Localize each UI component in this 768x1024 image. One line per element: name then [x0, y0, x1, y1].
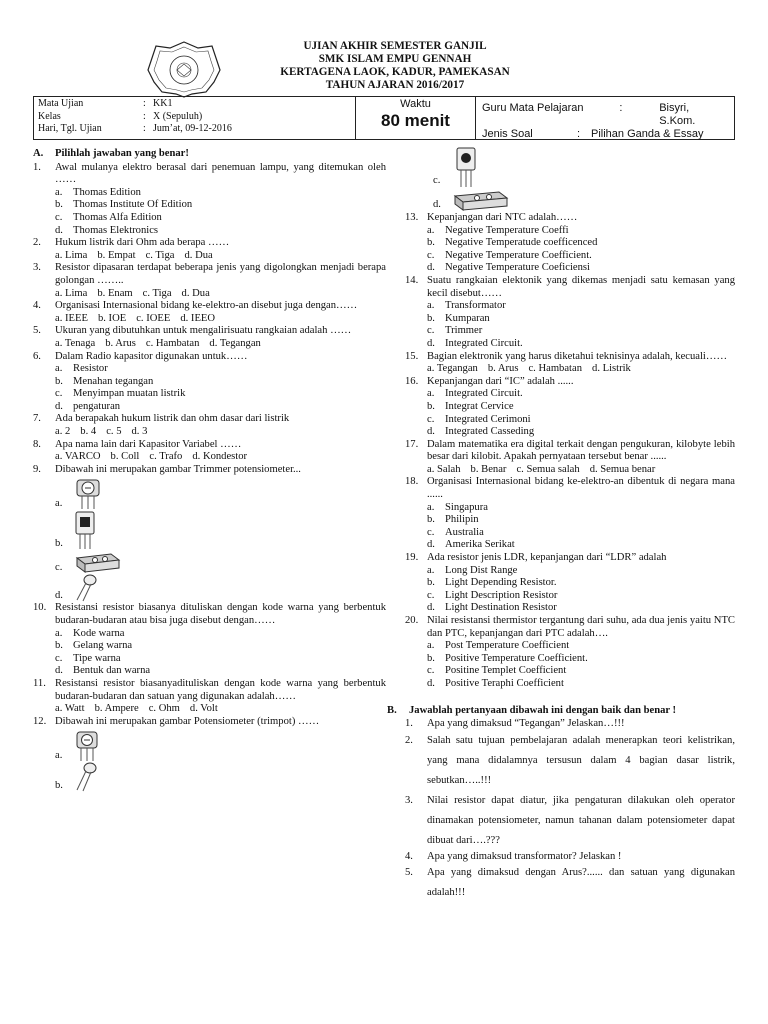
option: b. Kumparan	[427, 312, 490, 324]
trimpot-image	[73, 728, 103, 762]
question-13: 13. Kepanjangan dari NTC adalah……	[405, 212, 578, 223]
exam-info-right: Guru Mata Pelajaran : Bisyri, S.Kom. Jenis Soal : Pilihan Ganda & Essay	[476, 97, 734, 139]
picture-option: a.	[33, 476, 386, 510]
question-1: 1. Awal mulanya elektro berasal dari penemuan lampu, yang ditemukan oleh ……	[33, 161, 386, 186]
options-row: a. VARCO b. Coll c. Trafo d. Kondestor	[55, 451, 248, 463]
option: c. Negative Temperature Coefficient.	[427, 249, 592, 261]
school-address: KERTAGENA LAOK, KADUR, PAMEKASAN	[280, 66, 510, 78]
exam-info-table	[33, 96, 735, 140]
exam-header	[200, 40, 590, 92]
potentiometer-image	[451, 146, 481, 188]
question-type: Pilihan Ganda & Essay	[591, 128, 704, 140]
option: a. Post Temperature Coefficient	[427, 640, 570, 652]
options-row: a. Lima b. Enam c. Tiga d. Dua	[55, 287, 210, 299]
option: a. Resistor	[55, 363, 108, 375]
picture-option: b.	[33, 510, 386, 550]
essay-1: 1. Apa yang dimaksud “Tegangan” Jelaskan…!!!	[405, 718, 625, 730]
options-row: a. Watt b. Ampere c. Ohm d. Volt	[55, 703, 218, 715]
info-label: Kelas	[38, 110, 61, 122]
essay-5: 5. Apa yang dimaksud dengan Arus?...... dan satuan yang digunakan adalah!!!	[405, 867, 735, 899]
option: b. Light Depending Resistor.	[427, 577, 557, 589]
option: b. Negative Temperatude coefficenced	[427, 237, 598, 249]
option: a. Integrated Circuit.	[427, 388, 523, 400]
option: a. Kode warna	[55, 627, 125, 639]
info-label: Mata Ujian	[38, 98, 84, 109]
option: a. Thomas Edition	[55, 186, 141, 198]
option: d. Integrated Circuit.	[427, 337, 523, 349]
question-3: 3. Resistor dipasaran terdapat beberapa jenis yang digolongkan menjadi berapa golongan ……..	[33, 262, 386, 286]
exam-info-left: Mata Ujian : KK1 Kelas : X (Sepuluh) Hari, Tgl. Ujian : Jum’at, 09-12-2016	[34, 97, 356, 139]
options-row: a. IEEE b. IOE c. IOEE d. IEEO	[55, 312, 216, 324]
question-12: 12. Dibawah ini merupakan gambar Potensiometer (trimpot) ……	[33, 715, 320, 727]
component-image	[73, 762, 99, 792]
picture-option: d.	[33, 574, 386, 602]
teacher-label: Guru Mata Pelajaran	[482, 102, 584, 114]
option: c. Positine Templet Coefficient	[427, 665, 567, 677]
option: b. Integrat Cervice	[427, 400, 514, 412]
exam-time	[356, 97, 476, 139]
options-row: a. Salah b. Benar c. Semua salah d. Semua benar	[427, 463, 656, 475]
info-value: KK1	[153, 98, 173, 109]
question-7: 7. Ada berapakah hukum listrik dan ohm dasar dari listrik	[33, 413, 290, 425]
option: b. Gelang warna	[55, 640, 133, 652]
option: b. Positive Temperature Coefficient.	[427, 652, 588, 664]
exam-title: UJIAN AKHIR SEMESTER GANJIL	[303, 40, 487, 52]
essay-3: 3. Nilai resistor dapat diatur, jika pengaturan dilakukan oleh operator dinamakan potensiometer, namun tahanan dalam potensiometer dapat dibuat dari….???	[405, 794, 735, 846]
time-label: Waktu	[400, 98, 431, 110]
school-name: SMK ISLAM EMPU GENNAH	[318, 53, 472, 65]
picture-option-q12-c: c.	[405, 146, 735, 188]
option: c. Thomas Alfa Edition	[55, 211, 162, 223]
option: b. Thomas Institute Of Edition	[55, 199, 193, 211]
option: c. Australia	[427, 526, 484, 538]
essay-2: 2. Salah satu tujuan pembelajaran adalah menerapkan teori kelistrikan, yang mana didalamnya tersusun dalam 4 bagian dasar listrik, sebutkan…..!!!	[405, 734, 735, 786]
question-6: 6. Dalam Radio kapasitor digunakan untuk……	[33, 350, 248, 362]
question-2: 2. Hukum listrik dari Ohm ada berapa ……	[33, 237, 230, 249]
option: d. Thomas Elektronics	[55, 224, 159, 236]
essay-4: 4. Apa yang dimaksud transformator? Jelaskan !	[405, 850, 622, 862]
option: c. Light Description Resistor	[427, 589, 558, 601]
academic-year: TAHUN AJARAN 2016/2017	[325, 79, 465, 91]
left-column	[33, 148, 386, 792]
info-label: Hari, Tgl. Ujian	[38, 123, 102, 134]
option: b. Philipin	[427, 514, 479, 526]
options-row: a. Lima b. Empat c. Tiga d. Dua	[55, 249, 213, 261]
teacher-name: Bisyri, S.Kom.	[659, 102, 696, 127]
component-image	[73, 574, 99, 602]
question-8: 8. Apa nama lain dari Kapasitor Variabel ……	[33, 438, 242, 450]
question-19: 19. Ada resistor jenis LDR, kepanjangan dari “LDR” adalah	[405, 552, 667, 564]
question-20: 20. Nilai resistansi thermistor tergantung dari suhu, ada dua jenis yaitu NTC dan PTC, kepanjangan dari PTC adalah….	[405, 615, 735, 639]
option: c. Tipe warna	[55, 652, 121, 664]
option: c. Menyimpan muatan listrik	[55, 388, 186, 400]
picture-option: c.	[33, 550, 386, 574]
time-value: 80 menit	[381, 110, 450, 130]
question-5: 5. Ukuran yang dibutuhkan untuk mengalirisuatu rangkaian adalah ……	[33, 325, 352, 337]
question-9: 9. Dibawah ini merupakan gambar Trimmer potensiometer...	[33, 463, 301, 475]
picture-option: b.	[33, 762, 386, 792]
potentiometer-image	[73, 510, 97, 550]
question-4: 4. Organisasi Internasional bidang ke-elektro-an disebut juga dengan……	[33, 300, 358, 312]
question-16: 16. Kepanjangan dari “IC” adalah ......	[405, 375, 574, 387]
picture-option: a.	[33, 728, 386, 762]
option: d. Light Destination Resistor	[427, 602, 557, 614]
option: d. Positive Teraphi Coefficient	[427, 677, 564, 689]
option: c. Integrated Cerimoni	[427, 413, 531, 425]
option: d. Bentuk dan warna	[55, 665, 151, 677]
right-column	[387, 146, 735, 903]
question-10: 10. Resistansi resistor biasanya dituliskan dengan kode warna yang berbentuk budaran-budaran atau bisa juga disebut dengan……	[33, 602, 386, 627]
option: b. Menahan tegangan	[55, 375, 154, 387]
option: a. Long Dist Range	[427, 564, 518, 576]
section-b-title: B. Jawablah pertanyaan dibawah ini dengan baik dan benar !	[387, 704, 677, 716]
info-value: X (Sepuluh)	[153, 110, 203, 122]
question-14: 14. Suatu rangkaian elektonik yang dikemas menjadi satu kemasan yang kecil disebut……	[405, 274, 735, 299]
option: d. pengaturan	[55, 400, 121, 412]
option: d. Amerika Serikat	[427, 539, 515, 551]
info-value: Jum’at, 09-12-2016	[153, 123, 232, 134]
section-a-title: A. Pilihlah jawaban yang benar!	[33, 148, 189, 159]
option: d. Integrated Casseding	[427, 426, 535, 438]
picture-option-q12-d: d.	[405, 188, 735, 212]
question-17: 17. Dalam matematika era digital terkait dengan pengukuran, kilobyte lebih besar dari kilobit. Apakah pernyataan tersebut benar ......	[405, 438, 735, 463]
options-row: a. Tegangan b. Arus c. Hambatan d. Listrik	[427, 363, 631, 375]
options-row: a. 2 b. 4 c. 5 d. 3	[55, 426, 148, 438]
option: a. Negative Temperature Coeffi	[427, 224, 569, 236]
options-row: a. Tenaga b. Arus c. Hambatan d. Tegangan	[55, 337, 261, 349]
option: a. Transformator	[427, 300, 506, 312]
option: c. Trimmer	[427, 325, 483, 337]
option: d. Negative Temperature Coeficiensi	[427, 262, 590, 274]
option: a. Singapura	[427, 501, 488, 513]
component-image	[451, 188, 511, 212]
question-11: 11. Resistansi resistor biasanyadituliskan dengan kode warna yang berbentuk budaran-budaran dan satuan yang digunakan adalah……	[33, 678, 386, 702]
question-15: 15. Bagian elektronik yang harus diketahui teknisinya adalah, kecuali……	[405, 350, 728, 362]
trimmer-potentiometer-image	[73, 476, 105, 510]
question-18: 18. Organisasi Internasional bidang ke-elektro-an dibentuk di negara mana ......	[405, 476, 735, 501]
question-type-label: Jenis Soal	[482, 128, 533, 140]
component-image	[73, 550, 121, 574]
